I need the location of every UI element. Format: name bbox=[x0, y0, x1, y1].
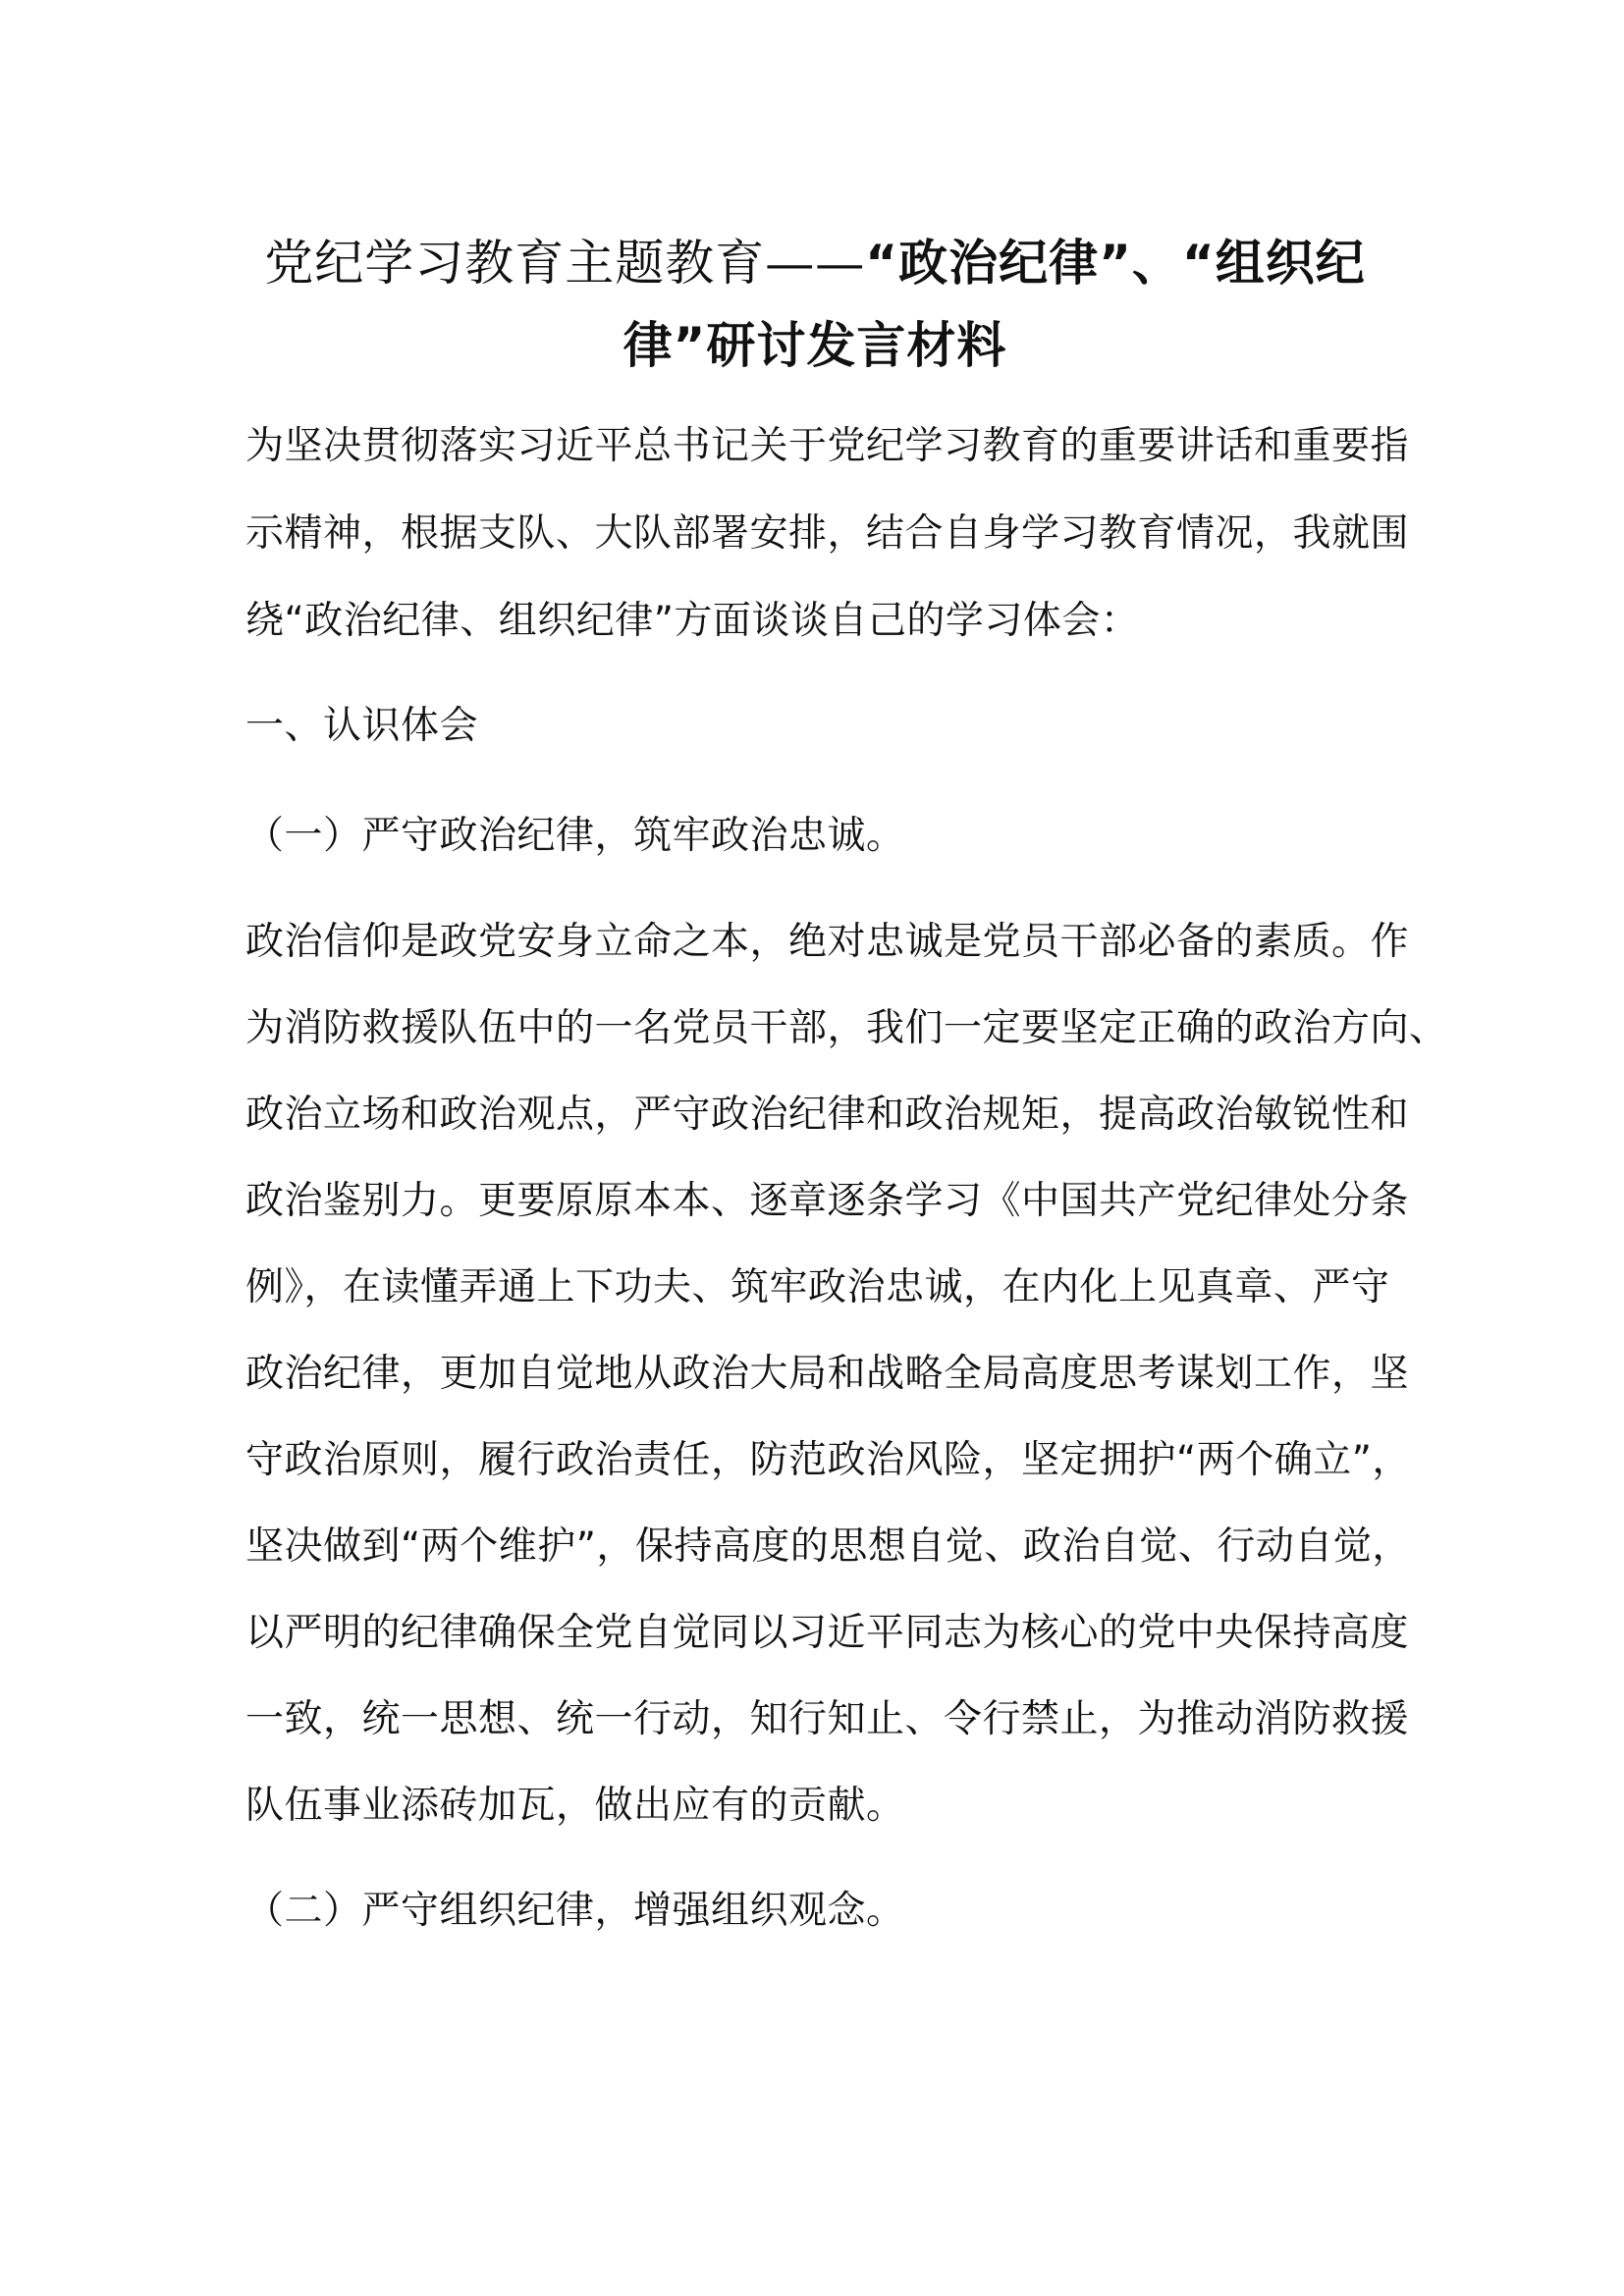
paragraph-line: 为消防救援队伍中的一名党员干部，我们一定要坚定正确的政治方向、 bbox=[245, 1006, 1448, 1050]
paragraph-line: 例》，在读懂弄通上下功夫、筑牢政治忠诚，在内化上见真章、严守 bbox=[245, 1265, 1390, 1309]
title-emphasis: “政治纪律”、“组织纪 bbox=[865, 235, 1366, 292]
paragraph-line: 一致，统一思想、统一行动，知行知止、令行禁止，为推动消防救援 bbox=[245, 1697, 1410, 1741]
section-heading-1: 一、认识体会 bbox=[245, 704, 479, 748]
paragraph-line: 政治鉴别力。更要原原本本、逐章逐条学习《中国共产党纪律处分条 bbox=[245, 1179, 1410, 1223]
title-line-1 bbox=[241, 224, 1389, 302]
intro-line: 为坚决贯彻落实习近平总书记关于党纪学习教育的重要讲话和重要指 bbox=[245, 424, 1410, 468]
paragraph-line: 队伍事业添砖加瓦，做出应有的贡献。 bbox=[245, 1784, 905, 1828]
subsection-heading-2: （二）严守组织纪律，增强组织观念。 bbox=[245, 1889, 905, 1933]
paragraph-line: 政治纪律，更加自觉地从政治大局和战略全局高度思考谋划工作，坚 bbox=[245, 1352, 1410, 1396]
paragraph-line: 守政治原则，履行政治责任，防范政治风险，坚定拥护“两个确立”， bbox=[245, 1438, 1411, 1482]
intro-line: 绕“政治纪律、组织纪律”方面谈谈自己的学习体会： bbox=[245, 599, 1140, 643]
title-prefix: 党纪学习教育主题教育—— bbox=[264, 235, 866, 292]
paragraph-line: 政治信仰是政党安身立命之本，绝对忠诚是党员干部必备的素质。作 bbox=[245, 920, 1410, 964]
paragraph-line: 以严明的纪律确保全党自觉同以习近平同志为核心的党中央保持高度 bbox=[245, 1611, 1410, 1655]
paragraph-line: 政治立场和政治观点，严守政治纪律和政治规矩，提高政治敏锐性和 bbox=[245, 1093, 1410, 1137]
subsection-heading-1: （一）严守政治纪律，筑牢政治忠诚。 bbox=[245, 814, 905, 858]
title-line-2: 律”研讨发言材料 bbox=[623, 317, 1007, 374]
intro-line: 示精神，根据支队、大队部署安排，结合自身学习教育情况，我就围 bbox=[245, 511, 1410, 556]
paragraph-line: 坚决做到“两个维护”，保持高度的思想自觉、政治自觉、行动自觉， bbox=[245, 1524, 1411, 1569]
